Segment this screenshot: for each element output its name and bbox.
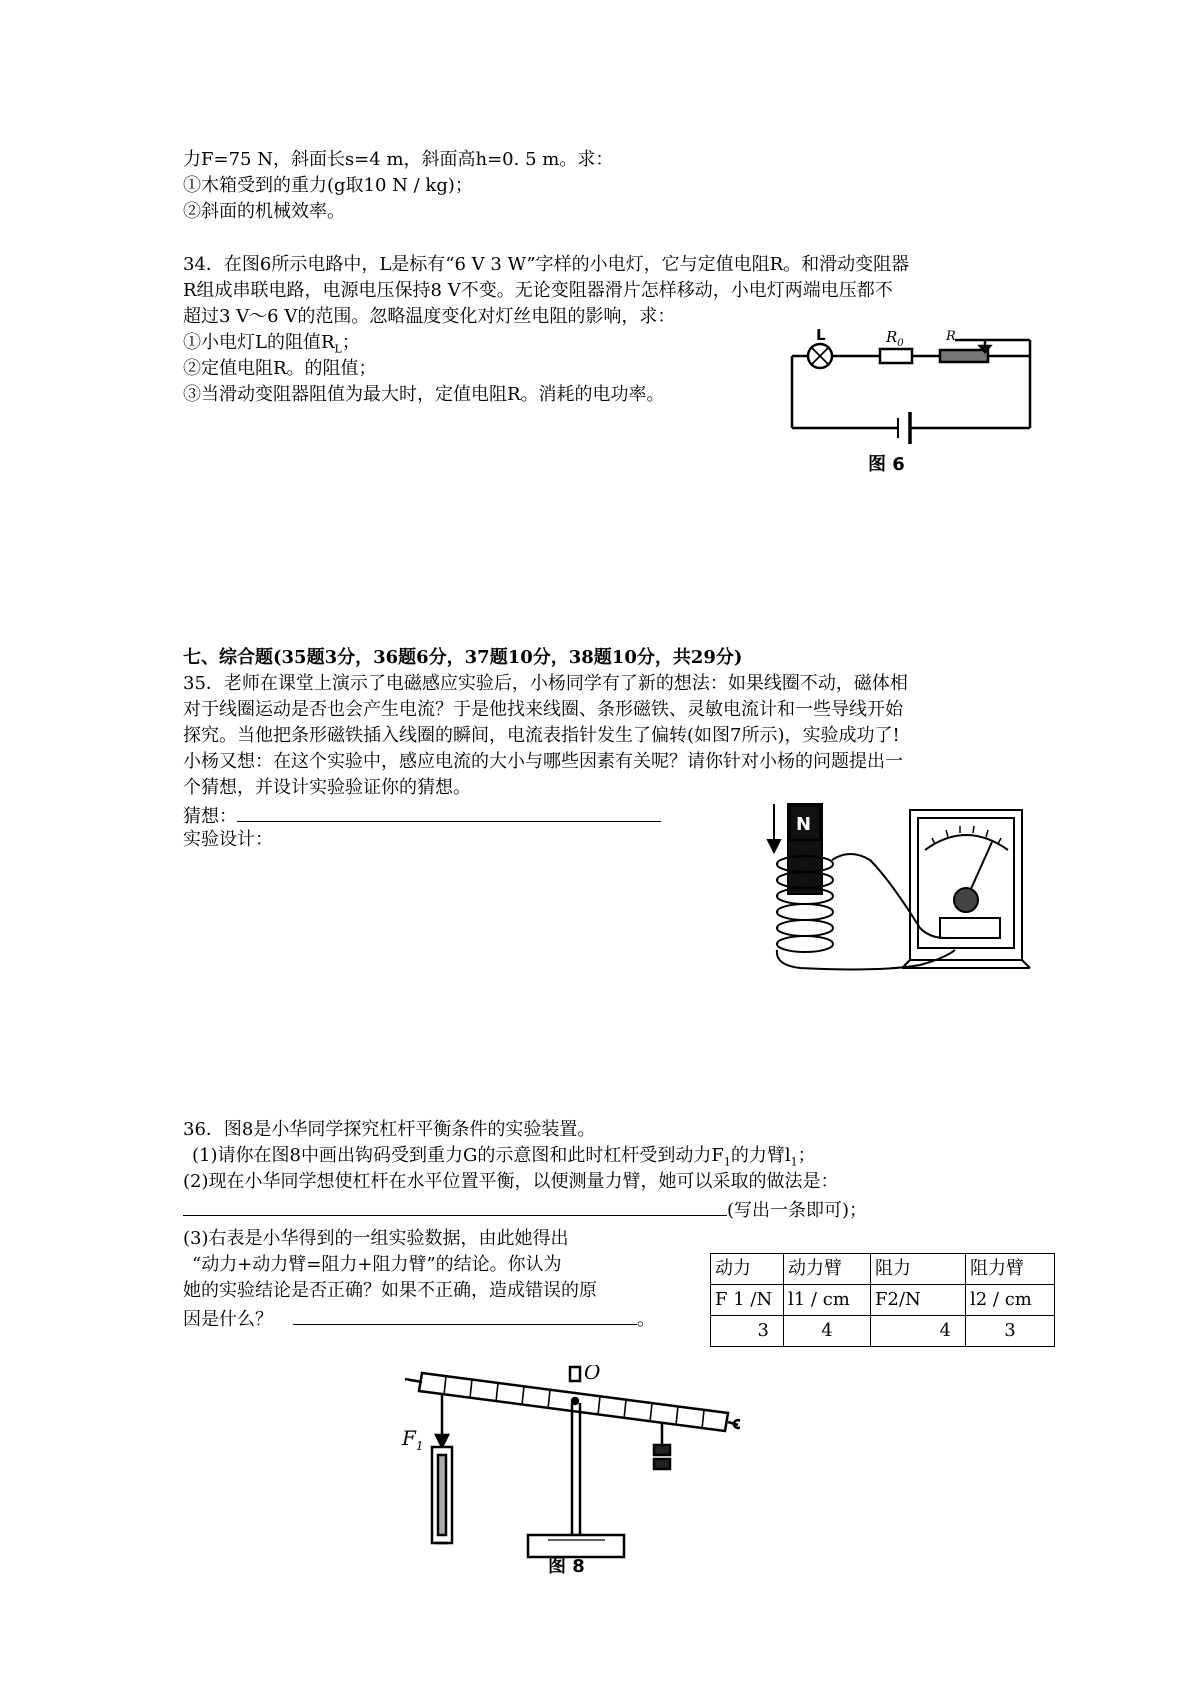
q36-line-5: (3)右表是小华得到的一组实验数据，由此她得出 — [183, 1228, 569, 1249]
reason-answer-blank[interactable] — [293, 1304, 637, 1325]
q33-line-3: ②斜面的机械效率。 — [183, 201, 345, 222]
table-cell: l1 / cm — [784, 1285, 871, 1316]
q35-guess: 猜想： — [183, 801, 661, 830]
figure-6-caption: 图 6 — [868, 454, 905, 475]
q34-line-4: ①小电灯L的阻值$R_L$； — [183, 332, 360, 356]
q34-line-3: 超过3 V～6 V的范围。忽略温度变化对灯丝电阻的影响，求： — [183, 306, 676, 327]
table-cell: l2 / cm — [966, 1285, 1055, 1316]
r-label: R — [946, 329, 956, 344]
q36-line-2: (1)请你在图8中画出钩码受到重力G的示意图和此时杠杆受到动力$F_1$的力臂$l_1$； — [192, 1145, 816, 1169]
q36-line-6: “动力+动力臂=阻力+阻力臂”的结论。你认为 — [192, 1254, 562, 1275]
q35-line-4: 小杨又想：在这个实验中，感应电流的大小与哪些因素有关呢？请你针对小杨的问题提出一 — [183, 751, 903, 772]
lever-data-table — [710, 1253, 1055, 1347]
q34-line-2: R组成串联电路，电源电压保持8 V不变。无论变阻器滑片怎样移动，小电灯两端电压都不 — [183, 280, 893, 301]
q36-line-7: 她的实验结论是否正确？如果不正确，造成错误的原 — [183, 1280, 597, 1301]
lamp-label: L — [816, 326, 826, 344]
q34-line-6: ③当滑动变阻器阻值为最大时，定值电阻R。消耗的电功率。 — [183, 384, 665, 405]
q33-line-2: ①木箱受到的重力(g取10 N / kg)； — [183, 175, 473, 196]
q35-line-5: 个猜想，并设计实验验证你的猜想。 — [183, 777, 471, 798]
table-cell: 3 — [966, 1316, 1055, 1347]
q33-line-1: 力F=75 N，斜面长s=4 m，斜面高h=0. 5 m。求： — [183, 149, 614, 170]
q35-design-label: 实验设计： — [183, 829, 273, 850]
q35-line-3: 探究。当他把条形磁铁插入线圈的瞬间，电流表指针发生了偏转(如图7所示)，实验成功了! — [183, 725, 900, 746]
table-cell: 4 — [871, 1316, 966, 1347]
table-row — [711, 1316, 1055, 1347]
table-cell: F 1 /N — [711, 1285, 784, 1316]
table-cell: 3 — [711, 1316, 784, 1347]
q36-line-4: (写出一条即可)； — [183, 1195, 867, 1224]
q34-line-1: 34．在图6所示电路中，L是标有“6 V 3 W”字样的小电灯，它与定值电阻R。和滑动变阻器 — [183, 254, 910, 275]
table-cell: 动力 — [711, 1254, 784, 1285]
pivot-o-label: O — [584, 1365, 601, 1384]
table-header-row-1 — [711, 1254, 1055, 1285]
figure-8-caption: 图 8 — [548, 1556, 585, 1575]
r0-label: $R_0$ — [886, 328, 904, 349]
table-cell: F2/N — [871, 1285, 966, 1316]
table-cell: 4 — [784, 1316, 871, 1347]
table-cell: 阻力臂 — [966, 1254, 1055, 1285]
table-cell: 动力臂 — [784, 1254, 871, 1285]
q36-line-8: 因是什么？ 。 — [183, 1304, 655, 1333]
magnet-n-label: N — [796, 814, 812, 835]
table-cell: 阻力 — [871, 1254, 966, 1285]
q36-line-1: 36．图8是小华同学探究杠杆平衡条件的实验装置。 — [183, 1119, 596, 1140]
figure-6-circuit — [780, 318, 1040, 478]
force-f1-label: $F_1$ — [402, 1426, 424, 1453]
figure-7-induction — [760, 800, 1040, 975]
q36-line-3: (2)现在小华同学想使杠杆在水平位置平衡，以便测量力臂，她可以采取的做法是： — [183, 1171, 839, 1192]
table-header-row-2 — [711, 1285, 1055, 1316]
method-answer-blank[interactable] — [183, 1195, 727, 1216]
q34-line-5: ②定值电阻R。的阻值； — [183, 358, 377, 379]
q35-line-2: 对于线圈运动是否也会产生电流？于是他找来线圈、条形磁铁、灵敏电流计和一些导线开始 — [183, 699, 903, 720]
guess-answer-blank[interactable] — [237, 801, 661, 822]
q35-line-1: 35．老师在课堂上演示了电磁感应实验后，小杨同学有了新的想法：如果线圈不动，磁体相 — [183, 673, 908, 694]
figure-8-lever — [400, 1365, 740, 1575]
section-7-heading: 七、综合题(35题3分，36题6分，37题10分，38题10分，共29分) — [183, 647, 743, 668]
